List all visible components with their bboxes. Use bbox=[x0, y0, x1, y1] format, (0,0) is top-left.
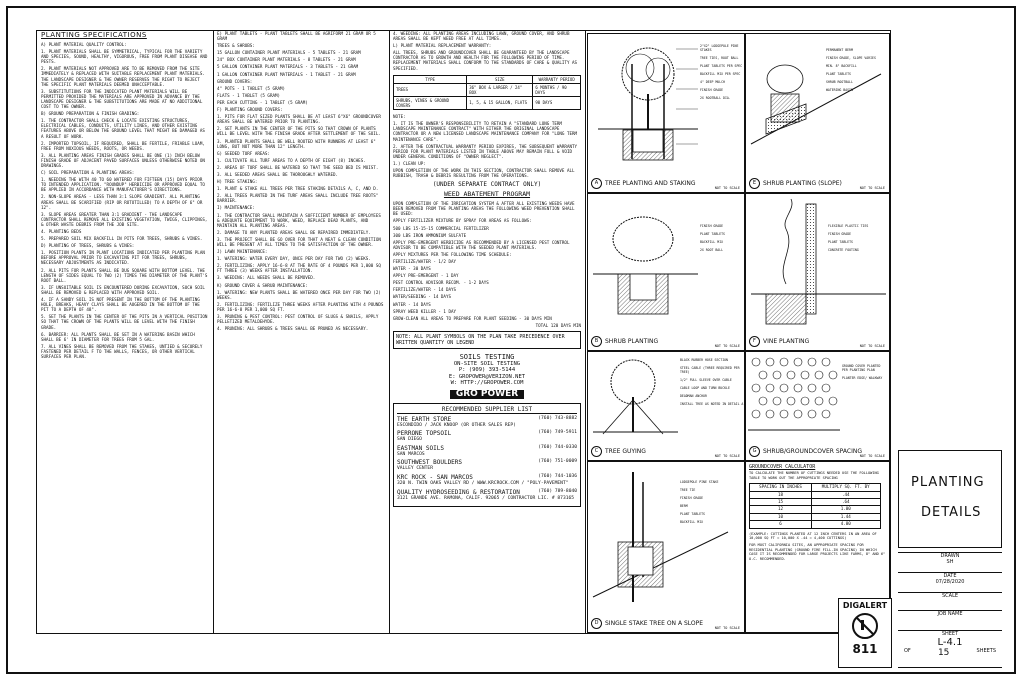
plant-spacing-symbol bbox=[752, 410, 760, 418]
detail-annotation: BERM bbox=[680, 504, 688, 508]
of-label: OF bbox=[904, 648, 911, 654]
supplier-phone: (760) 749-5911 bbox=[538, 430, 577, 436]
spec-column-3 bbox=[393, 31, 581, 633]
detail-annotation: WATERING BASIN bbox=[826, 88, 853, 92]
detail-a-label bbox=[591, 178, 696, 189]
detail-annotation: PLANT TABLETS bbox=[680, 512, 705, 516]
calc-header: MULTIPLY SQ. FT. BY bbox=[811, 484, 880, 491]
weed-paragraph: FERTILIZE/WATER - 14 DAYS bbox=[393, 287, 457, 293]
spec-paragraph: 1. WATERING: NEW PLANTS SHALL BE WATERED ONCE PER DAY FOR TWO (2) WEEKS. bbox=[217, 289, 381, 300]
calc-cell: 10 bbox=[750, 513, 812, 520]
detail-annotation: PLANT TABLETS PER SPEC bbox=[700, 64, 743, 68]
detail-c-label bbox=[591, 446, 646, 457]
spec-paragraph: 15 GALLON CONTAINER PLANT MATERIALS - 5 TABLETS - 21 GRAM bbox=[217, 50, 361, 56]
spec-paragraph: NOTE: bbox=[393, 114, 406, 120]
calc-note: FOR MOST CALIFORNIA SITES, AN APPROPRIATE SPACING FOR RESIDENTIAL PLANTING (GROUND FIRE FILL-IN SPACING) IN WHICH CASE IT IS RECOMMENDED FOR LARGE PROJECTS LIKE FARMS, 8" AND 6" O.C. RECOMMENDED. bbox=[749, 543, 886, 561]
plant-spacing-symbol bbox=[752, 384, 760, 392]
detail-annotation: FINISH GRADE bbox=[680, 496, 704, 500]
spec-paragraph: 3. SLOPE AREAS GREATER THAN 3:1 GRADIENT - THE LANDSCAPE CONTRACTOR SHALL REMOVE ALL EXISTING VEGETATION, TWIGS, CLIPPINGS, & OTHER WASTE DEBRIS FROM THE JOB SITE. bbox=[41, 211, 208, 227]
date-value: 07/28/2020 bbox=[935, 579, 965, 585]
weed-paragraph: PEST CONTROL ADVISOR RECOM. - 1-2 DAYS bbox=[393, 280, 489, 286]
detail-annotation: GROUND COVER PLANTED PER PLANTING PLAN bbox=[842, 364, 881, 372]
spec-paragraph: H) TREE STAKING: bbox=[217, 179, 258, 185]
detail-annotation: MIN. 8" BACKFILL bbox=[826, 64, 857, 68]
spec-paragraph: 1. THE CONTRACTOR SHALL CHECK & LOCATE EXISTING STRUCTURES, ELECTRICAL CABLES, CONDUITS, UTILITY LINES, AND OTHER EXISTING FEATURES ABOVE OR BELOW THE GROUND LEVEL THAT MIGHT BE DAMAGED AS A RESULT OF WORK. bbox=[41, 118, 205, 139]
spec-paragraph: 3. SUBSTITUTIONS FOR THE INDICATED PLANT MATERIALS WILL BE PERMITTED PROVIDED THE MATERIALS ARE APPROVED IN ADVANCE BY THE LANDSCAPE DESIGNER & THE SUBSTITUTIONS ARE MADE AT NO ADDITIONAL COST TO THE OWNER. bbox=[41, 88, 203, 110]
spec-paragraph: 2. DAMAGE TO ANY PLANTED AREAS SHALL BE REPAIRED IMMEDIATELY. bbox=[217, 229, 371, 235]
detail-letter: E bbox=[749, 178, 760, 189]
spec-paragraph: UPON COMPLETION OF THE WORK IN THIS SECTION, CONTRACTOR SHALL REMOVE ALL RUBBISH, TRASH & DEBRIS RESULTING FROM THE OPERATIONS. bbox=[393, 167, 575, 179]
spec-paragraph: 1. NEEDING THE WITH 40 TO 60 WATERED FOR FIFTEEN (15) DAYS PRIOR TO INTENDED APPLICATION. "ROUNDUP" HERBICIDE OR APPROVED EQUAL TO BE APPLIED IN ACCORDANCE WITH MANUFACTURER'S DIRECTIONS. bbox=[41, 177, 205, 193]
detail-b-notes bbox=[700, 224, 744, 256]
sheet-number: L-4.1 bbox=[937, 637, 963, 648]
detail-title: SINGLE STAKE TREE ON A SLOPE bbox=[605, 620, 704, 627]
calc-cell: 1.00 bbox=[811, 506, 880, 513]
calc-cell: .44 bbox=[811, 491, 880, 498]
soils-testing-block bbox=[393, 353, 581, 399]
sheet-count: 15 bbox=[937, 648, 950, 658]
spec-paragraph: 3. PLANTED PLANTS SHALL BE WELL ROOTED WITH RUNNERS AT LEAST 6" LONG, BUT NOT MORE THAN 12" LENGTH. bbox=[217, 138, 376, 149]
weed-paragraph: APPLY MIXTURES PER THE FOLLOWING TIME SCHEDULE: bbox=[393, 251, 512, 257]
shrub-planting-drawing bbox=[588, 194, 744, 334]
not-to-scale-label: NOT TO SCALE bbox=[714, 186, 740, 190]
spec-paragraph: 1. WATERING: WATER EVERY DAY, ONCE PER DAY FOR TWO (2) WEEKS. bbox=[217, 256, 371, 262]
soils-web: W: HTTP://GROPOWER.COM bbox=[450, 380, 524, 387]
spec-paragraph: 4. WEEDING: ALL PLANTING AREAS INCLUDING LAWN, GROUND COVER, AND SHRUB AREAS SHALL BE KEPT WEED FREE AT ALL TIMES. bbox=[393, 31, 570, 42]
detail-annotation: 2"X2" LODGEPOLE PINE STAKES bbox=[700, 44, 739, 52]
spec-paragraph: 1. PITS FOR FLAT SIZED PLANTS SHALL BE AT LEAST 6"X6" GROUNDCOVER AREAS SHALL BE WATERED PRIOR TO PLANTING. bbox=[217, 114, 381, 125]
detail-title: SHRUB/GROUNDCOVER SPACING bbox=[763, 448, 862, 455]
weed-paragraph: WATER/SEEDING - 14 DAYS bbox=[393, 294, 451, 300]
supplier-phone: (760) 789-8040 bbox=[538, 488, 577, 494]
detail-annotation: FINISH GRADE bbox=[700, 88, 724, 92]
supplier-item bbox=[397, 489, 577, 502]
plant-spacing-symbol bbox=[787, 397, 795, 405]
detail-annotation: BLACK RUBBER HOSE SECTION bbox=[680, 358, 728, 362]
supplier-name: PERRONE TOPSOIL bbox=[397, 430, 452, 438]
detail-annotation: BACKFILL MIX bbox=[680, 520, 704, 524]
weed-paragraph: APPLY PRE-EMERGENT - 1 DAY bbox=[393, 273, 459, 279]
detail-annotation: TREE TIES, ROOT BALL bbox=[700, 56, 739, 60]
spec-paragraph: 1 GALLON CONTAINER PLANT MATERIALS - 1 TABLET - 21 GRAM bbox=[217, 71, 356, 77]
warranty-cell: SHRUBS, VINES & GROUND COVERS bbox=[394, 96, 467, 109]
supplier-name: SOUTHWEST BOULDERS bbox=[397, 459, 463, 467]
plant-spacing-symbol bbox=[780, 410, 788, 418]
detail-d-label bbox=[591, 618, 703, 629]
spec-paragraph: 5 GALLON CONTAINER PLANT MATERIALS - 3 TABLETS - 21 GRAM bbox=[217, 64, 359, 70]
spec-paragraph: TREES & SHRUBS: bbox=[217, 43, 255, 49]
spec-paragraph: 3. PRUNING & PEST CONTROL: PEST CONTROL OF SLUGS & SNAILS, APPLY PELLETIZED METALDEHYDE. bbox=[217, 314, 379, 325]
spec-paragraph: A) PLANT MATERIAL QUALITY CONTROL: bbox=[41, 42, 127, 47]
plan-precedence-note: NOTE: ALL PLANT SYMBOLS ON THE PLAN TAKE PRECEDENCE OVER WRITTEN QUANTITY ON LEGEND bbox=[393, 331, 581, 349]
sheet-title-box bbox=[898, 450, 1002, 548]
spec-paragraph: 3. THE PROJECT SHALL BE GO OVER FOR THAT A NEAT & CLEAN CONDITION WILL BE PRESENT AT ALL TIMES TO THE SATISFACTION OF THE OWNER. bbox=[217, 236, 381, 247]
plant-spacing-symbol bbox=[752, 358, 760, 366]
spec-paragraph: 2. ALL TREES PLANTED IN THE TURF AREAS SHALL INCLUDE TREE ROOTS" BARRIER. bbox=[217, 193, 379, 204]
plant-spacing-symbol bbox=[822, 410, 830, 418]
detail-b-shrub-planting bbox=[587, 193, 745, 351]
weed-paragraph: WATER - 30 DAYS bbox=[393, 266, 431, 272]
supplier-detail: VALLEY CENTER bbox=[397, 466, 433, 472]
not-to-scale-label: NOT TO SCALE bbox=[714, 344, 740, 348]
drawn-label: DRAWN bbox=[940, 553, 960, 559]
detail-annotation: 1/2" FULL SLEEVE OVER CABLE bbox=[680, 378, 732, 382]
spec-paragraph: ALL TREES, SHRUBS AND GROUNDCOVER SHALL BE GUARANTEED BY THE LANDSCAPE CONTRACTOR AS TO GROWTH AND HEALTH FOR THE FOLLOWING PERIOD OF TIME. REPLACEMENT MATERIALS SHALL CONFORM TO THE STANDARDS OF CARE & QUALITY AS SPECIFIED. bbox=[393, 50, 578, 71]
plant-spacing-symbol bbox=[773, 371, 781, 379]
weed-paragraph: APPLY PRE-EMERGENT HERBICIDE AS RECOMMENDED BY A LICENSED PEST CONTROL ADVISOR TO BE COMPATIBLE WITH THE SEEDED PLANT MATERIALS. bbox=[393, 239, 570, 250]
not-to-scale-label: NOT TO SCALE bbox=[714, 626, 740, 630]
supplier-detail: SAN DIEGO bbox=[397, 437, 422, 443]
plant-spacing-symbol bbox=[808, 358, 816, 366]
spec-paragraph: 1. IT IS THE OWNER'S RESPONSIBILITY TO RETAIN A "STANDARD LONG TERM LANDSCAPE MAINTENANCE CONTRACT" WITH EITHER THE ORIGINAL LANDSCAPE CONTRACTOR OR A NEW LICENSED LANDSCAPE MAINTENANCE COMPANY FOR "LONG TERM MAINTENANCE CARE". bbox=[393, 121, 578, 142]
detail-b-label bbox=[591, 336, 658, 347]
not-to-scale-label: NOT TO SCALE bbox=[714, 454, 740, 458]
drawn-row bbox=[898, 552, 1002, 573]
spec-paragraph: D) PLANTING OF TREES, SHRUBS & VINES: bbox=[41, 243, 135, 249]
supplier-title: RECOMMENDED SUPPLIER LIST bbox=[397, 407, 577, 414]
plant-spacing-symbol bbox=[801, 371, 809, 379]
no-digging-icon bbox=[850, 611, 880, 641]
calc-cell: .64 bbox=[811, 499, 880, 506]
detail-title: SHRUB PLANTING bbox=[605, 338, 659, 345]
spec-paragraph: 3. IF UNSUITABLE SOIL IS ENCOUNTERED DURING EXCAVATION, SUCH SOIL SHALL BE REMOVED & REPLACED WITH APPROVED SOIL. bbox=[41, 284, 205, 295]
supplier-item bbox=[397, 459, 577, 472]
warranty-header: SIZE bbox=[467, 75, 533, 83]
spec-paragraph: C) SOIL PREPARATION & PLANTING AREAS: bbox=[41, 170, 135, 176]
spec-paragraph: 5. SET THE PLANTS IN THE CENTER OF THE PITS IN A VERTICAL POSITION SO THAT THE CROWN OF THE PLANTS WILL BE LEVEL WITH THE FINISH GRADE. bbox=[41, 314, 208, 330]
spec-paragraph: GROUND COVERS: bbox=[217, 78, 253, 84]
spec-paragraph: J) LAWN MAINTENANCE: bbox=[217, 249, 268, 255]
detail-annotation: PLANT TABLETS bbox=[826, 72, 851, 76]
weed-paragraph: FERTILIZE/WATER - 1/2 DAY bbox=[393, 259, 457, 264]
soils-email: E: GROPOWER@VERIZON.NET bbox=[448, 373, 526, 380]
not-to-scale-label: NOT TO SCALE bbox=[859, 186, 885, 190]
plant-spacing-symbol bbox=[822, 358, 830, 366]
detail-annotation: STEEL CABLE (THREE REQUIRED PER TREE) bbox=[680, 366, 740, 374]
spec-paragraph: 2. PLANT MATERIALS NOT APPROVED ARE TO BE REMOVED FROM THE SITE IMMEDIATELY & REPLACED WITH SUITABLE REPLACEMENT PLANT MATERIALS. THE LANDSCAPE DESIGNER & THE OWNER RESERVES THE RIGHT TO REJECT THE SPECIFIC PLANT MATERIALS DEEMED UNACCEPTABLE. bbox=[41, 66, 205, 87]
weed-abatement-title: WEED ABATEMENT PROGRAM bbox=[443, 190, 531, 199]
job-label: JOB NAME bbox=[937, 611, 963, 617]
detail-letter: G bbox=[749, 446, 760, 457]
detail-e-shrub-slope bbox=[745, 33, 890, 193]
spec-column-2 bbox=[217, 31, 385, 633]
detail-annotation: DEADMAN ANCHOR bbox=[680, 394, 707, 398]
spec-paragraph: 1. CULTIVATE ALL TURF AREAS TO A DEPTH OF EIGHT (8) INCHES. bbox=[217, 157, 366, 163]
sheet-title-line2: DETAILS bbox=[921, 505, 982, 520]
detail-f-notes bbox=[828, 224, 888, 256]
supplier-list bbox=[393, 403, 581, 507]
scale-row bbox=[898, 592, 1002, 611]
spec-paragraph: 4. IF A SANDY SOIL IS NOT PRESENT IN THE BOTTOM OF THE PLANTING HOLE, BREAKS, HEAVY CLAYS SHALL BE AUGERED IN THE BOTTOM OF THE PIT TO A DEPTH OF 48". bbox=[41, 297, 200, 313]
sheet-row bbox=[898, 630, 1002, 668]
detail-annotation: FINISH GRADE bbox=[828, 232, 852, 236]
detail-title: TREE PLANTING AND STAKING bbox=[605, 180, 696, 187]
spec-paragraph: 1. POSITION PLANTS IN PLANT LOCATIONS INDICATED PER PLANTING PLAN BEFORE APPROVAL PRIOR TO EXCAVATING PIT FOR TREES, SHRUBS, NECESSARY ADJUSTMENTS AS INDICATED. bbox=[41, 250, 205, 266]
warranty-table bbox=[393, 75, 581, 110]
warranty-cell: 1, 5, & 15 GALLON, FLATS bbox=[467, 96, 533, 109]
plant-spacing-symbol bbox=[794, 384, 802, 392]
plant-spacing-symbol bbox=[829, 397, 837, 405]
spec-paragraph: 5. PREPARED SOIL MIX BACKFILL IN PITS FOR TREES, SHRUBS & VINES. bbox=[41, 236, 203, 242]
supplier-detail: ESCONDIDO / JACK KNOOP (OR OTHER SALES REP) bbox=[397, 422, 516, 428]
spec-column-1 bbox=[41, 31, 209, 633]
weed-paragraph: GROW-CLEAN ALL AREAS TO PREPARE FOR PLANT SEEDING - 30 DAYS MIN bbox=[393, 315, 552, 321]
detail-c-tree-guying bbox=[587, 351, 745, 461]
sheets-label: SHEETS bbox=[976, 648, 996, 654]
digalert-text: DIGALERT bbox=[842, 601, 888, 610]
detail-letter: A bbox=[591, 178, 602, 189]
drawing-area bbox=[36, 30, 891, 634]
spec-paragraph: 2. FERTILIZING: FERTILIZE THREE WEEKS AFTER PLANTING WITH 4 POUNDS PER 16-6-8 PER 1,000 SQ FT. bbox=[217, 301, 384, 312]
sheet-label: SHEET bbox=[941, 631, 959, 637]
spec-paragraph: 1. PLANT MATERIALS SHALL BE SYMMETRICAL, TYPICAL FOR THE VARIETY AND SPECIES, SOUND, HEALTHY, VIGOROUS, FREE FROM PLANT DISEASE AND PESTS. bbox=[41, 49, 208, 65]
detail-letter: F bbox=[749, 336, 760, 347]
detail-e-label bbox=[749, 178, 842, 189]
detail-annotation: FLEXIBLE PLASTIC TIES bbox=[828, 224, 869, 228]
warranty-cell: 36" BOX & LARGER / 24" BOX bbox=[467, 83, 533, 96]
supplier-detail: 3121 GRANDE AVE. RAMONA, CALIF. 92065 / CONTRACTOR LIC. # 873165 bbox=[397, 495, 575, 501]
detail-e-notes bbox=[826, 48, 888, 96]
detail-letter: D bbox=[591, 618, 602, 629]
spec-paragraph: 2. NON-SLOPE AREAS - LESS THAN 3:1 SLOPE GRADIENT. ALL PLANTING AREAS SHALL BE SCARIFIED (RIP OR ROTOTILLED) TO A DEPTH OF 6" OR 12". bbox=[41, 194, 203, 210]
warranty-cell: 6 MONTHS / 90 DAYS bbox=[533, 83, 581, 96]
plant-spacing-symbol bbox=[815, 371, 823, 379]
supplier-item bbox=[397, 430, 577, 443]
weed-total: TOTAL 120 DAYS MIN bbox=[535, 322, 581, 328]
plant-spacing-symbol bbox=[822, 384, 830, 392]
plant-spacing-symbol bbox=[773, 397, 781, 405]
calc-header: SPACING IN INCHES bbox=[750, 484, 812, 491]
detail-g-notes bbox=[842, 364, 888, 384]
warranty-cell: TREES bbox=[394, 83, 467, 96]
detail-letter: C bbox=[591, 446, 602, 457]
column-divider bbox=[389, 31, 390, 633]
spec-paragraph: B) GROUND PREPARATION & FINISH GRADING: bbox=[41, 111, 140, 117]
spec-paragraph: 7. ALL VINES SHALL BE REMOVED FROM THE STAKES, UNTIED & SECURELY FASTENED PER DETAIL F TO THE WALLS, FENCES, OR OTHER VERTICAL SURFACES PER PLAN. bbox=[41, 343, 203, 359]
soils-sub: ON-SITE SOIL TESTING bbox=[453, 360, 521, 367]
spec-paragraph: 2. IMPORTED TOPSOIL, IF REQUIRED, SHALL BE FERTILE, FRIABLE LOAM, FREE FROM NOXIOUS WEEDS, ROOTS, OR WEEDS. bbox=[41, 140, 205, 151]
detail-annotation: PLANT TABLETS bbox=[700, 232, 725, 236]
spec-paragraph: F) PLANTING GROUND COVERS: bbox=[217, 107, 283, 113]
plant-spacing-symbol bbox=[780, 384, 788, 392]
calc-table bbox=[749, 483, 881, 528]
plant-spacing-symbol bbox=[801, 397, 809, 405]
calc-title: GROUNDCOVER CALCULATOR bbox=[749, 464, 816, 470]
spec-paragraph: 3. ALL PLANTING AREAS FINISH GRADES SHALL BE ONE (1) INCH BELOW FINISH GRADE OF ADJACENT PAVED SURFACES UNLESS OTHERWISE NOTED ON DRAWINGS. bbox=[41, 152, 205, 168]
detail-annotation: 2X ROOT BALL bbox=[700, 248, 724, 252]
spec-paragraph: K) GROUND COVER & SHRUB MAINTENANCE: bbox=[217, 282, 308, 288]
calc-cell: 6 bbox=[750, 521, 812, 528]
detail-annotation: BACKFILL MIX bbox=[700, 240, 724, 244]
supplier-detail: SAN MARCOS bbox=[397, 451, 425, 457]
plant-spacing-symbol bbox=[759, 397, 767, 405]
plant-spacing-symbol bbox=[766, 410, 774, 418]
detail-annotation: TREE TIE bbox=[680, 488, 696, 492]
detail-annotation: CONCRETE FOOTING bbox=[828, 248, 859, 252]
spec-paragraph: 3. WEEDING: ALL WEEDS SHALL BE REMOVED. bbox=[217, 275, 316, 281]
detail-f-label bbox=[749, 336, 809, 347]
detail-annotation: PLANT TABLETS bbox=[828, 240, 853, 244]
detail-annotation: PLANTER EDGE/ WALKWAY bbox=[842, 376, 883, 380]
detail-g-label bbox=[749, 446, 862, 457]
detail-annotation: INSTALL TREE AS NOTED IN DETAIL A bbox=[680, 402, 744, 406]
plant-spacing-symbol bbox=[808, 410, 816, 418]
soils-title: SOILS TESTING bbox=[459, 352, 515, 361]
spec-paragraph: 2. FERTILIZING: APPLY 16-6-8 AT THE RATE OF 4 POUNDS PER 1,000 SQ FT THREE (3) WEEKS AFTER INSTALLATION. bbox=[217, 263, 381, 274]
plant-spacing-symbol bbox=[808, 384, 816, 392]
supplier-name: QUALITY HYDROSEEDING & RESTORATION bbox=[397, 488, 520, 496]
weed-paragraph: 500 LBS 15-15-15 COMMERCIAL FERTILIZER bbox=[393, 225, 489, 231]
warranty-header: WARRANTY PERIOD bbox=[533, 75, 581, 83]
detail-annotation: BACKFILL MIX PER SPEC bbox=[700, 72, 741, 76]
detail-title: VINE PLANTING bbox=[763, 338, 810, 345]
spec-paragraph: 4" POTS - 1 TABLET (5 GRAM) bbox=[217, 85, 286, 91]
detail-f-vine-planting bbox=[745, 193, 890, 351]
plant-spacing-symbol bbox=[815, 397, 823, 405]
detail-c-notes bbox=[680, 358, 744, 410]
spec-heading: PLANTING SPECIFICATIONS bbox=[41, 31, 147, 39]
calc-intro: TO CALCULATE THE NUMBER OF CUTTINGS NEEDED USE THE FOLLOWING TABLE TO WORK OUT THE APPROPRIATE SPACING bbox=[749, 471, 879, 480]
weed-paragraph: SPRAY WEED KILLER - 1 DAY bbox=[393, 308, 457, 314]
date-row bbox=[898, 572, 1002, 593]
supplier-item bbox=[397, 474, 577, 487]
spec-paragraph: 24" BOX CONTAINER PLANT MATERIALS - 8 TABLETS - 21 GRAM bbox=[217, 57, 356, 63]
detail-a-notes bbox=[700, 44, 744, 104]
detail-annotation: 4" DEEP MULCH bbox=[700, 80, 725, 84]
weed-paragraph: UPON COMPLETION OF THE IRRIGATION SYSTEM & AFTER ALL EXISTING WEEDS HAVE BEEN REMOVED FROM THE PLANTING AREAS THE FOLLOWING WEED PREVENTION SHALL BE USED: bbox=[393, 201, 575, 217]
detail-annotation: SHRUB ROOTBALL bbox=[826, 80, 853, 84]
spec-paragraph: 1. PLANT & STAKE ALL TREES PER TREE STAKING DETAILS A, C, AND D. bbox=[217, 186, 379, 192]
supplier-phone: (760) 744-1036 bbox=[538, 474, 577, 479]
soils-phone: P: (909) 393-5144 bbox=[458, 367, 516, 374]
supplier-item bbox=[397, 416, 577, 429]
gro-power-logo: GRO POWER bbox=[450, 390, 524, 399]
digalert-number: 811 bbox=[852, 642, 878, 656]
plant-spacing-symbol bbox=[829, 371, 837, 379]
not-to-scale-label: NOT TO SCALE bbox=[859, 344, 885, 348]
spec-paragraph: 2. AREAS OF TURF SHALL BE WATERED SO THAT THE SEED BED IS MOIST. bbox=[217, 164, 379, 170]
column-divider bbox=[585, 31, 586, 633]
weed-paragraph: WATER - 14 DAYS bbox=[393, 301, 431, 307]
spec-paragraph: L) PLANT MATERIAL REPLACEMENT WARRANTY: bbox=[393, 43, 492, 49]
detail-title: TREE GUYING bbox=[605, 448, 646, 455]
spec-paragraph: 1. THE CONTRACTOR SHALL MAINTAIN A SUFFICIENT NUMBER OF EMPLOYEES & ADEQUATE EQUIPMENT TO WORK, WEED, REPLACE DEAD PLANTS, AND MAINTAIN ALL PLANTING AREAS. bbox=[217, 212, 381, 228]
plant-spacing-symbol bbox=[794, 358, 802, 366]
spec-paragraph: 4. PRUNING: ALL SHRUBS & TREES SHALL BE PRUNED AS NECESSARY. bbox=[217, 326, 369, 332]
detail-d-notes bbox=[680, 480, 744, 528]
detail-letter: B bbox=[591, 336, 602, 347]
detail-annotation: CABLE LOOP AND TURN BUCKLE bbox=[680, 386, 730, 390]
spec-paragraph: 3. ALL SEEDED AREAS SHALL BE THOROUGHLY WATERED. bbox=[217, 171, 339, 177]
calc-cell: 18 bbox=[750, 491, 812, 498]
spec-paragraph: I) MAINTENANCE: bbox=[217, 205, 255, 211]
spec-paragraph: 1.) CLEAN UP: bbox=[393, 160, 426, 166]
under-separate-contract: (UNDER SEPARATE CONTRACT ONLY) bbox=[432, 181, 542, 189]
spec-paragraph: PER EACH CUTTING - 1 TABLET (5 GRAM) bbox=[217, 99, 308, 105]
weed-paragraph: APPLY FERTILIZER MIXTURE BY SPRAY FOR AREAS AS FOLLOWS: bbox=[393, 218, 532, 224]
detail-g-groundcover-spacing bbox=[745, 351, 890, 461]
spec-paragraph: G) SEEDED TURF AREAS: bbox=[217, 150, 270, 156]
not-to-scale-label: NOT TO SCALE bbox=[859, 454, 885, 458]
supplier-name: THE EARTH STORE bbox=[397, 415, 452, 423]
detail-annotation: FINISH GRADE bbox=[700, 224, 724, 228]
detail-annotation: LODGEPOLE PINE STAKE bbox=[680, 480, 719, 484]
supplier-phone: (760) 744-0330 bbox=[538, 444, 577, 450]
calc-cell: 4.00 bbox=[811, 521, 880, 528]
detail-annotation: FINISH GRADE, SLOPE VARIES bbox=[826, 56, 876, 60]
detail-a-tree-planting bbox=[587, 33, 745, 193]
calc-example: (EXAMPLE: CUTTINGS PLANTED AT 12 INCH CENTERS IN AN AREA OF 10,000 SQ FT = 10,000 X .44 = 4,400 CUTTINGS) bbox=[749, 531, 877, 541]
plant-spacing-symbol bbox=[766, 384, 774, 392]
job-row bbox=[898, 610, 1002, 631]
supplier-detail: 320 N. TWIN OAKS VALLEY RD / WWW.KRCROCK.COM / "POLY-PAVEMENT" bbox=[397, 481, 569, 486]
scale-label: SCALE bbox=[941, 593, 959, 599]
spec-paragraph: FLATS - 1 TABLET (5 GRAM) bbox=[217, 92, 281, 98]
vine-planting-drawing bbox=[746, 194, 889, 334]
spec-paragraph: 2. AFTER THE CONTRACTUAL WARRANTY PERIOD EXPIRES, THE SUBSEQUENT WARRANTY PERIOD FOR PLANT MATERIALS LISTED IN TABLE ABOVE MAY REMAIN FULL & VOID UNDER GENERAL CONDITIONS OF "OWNER NEGLECT". bbox=[393, 143, 578, 159]
plant-spacing-symbol bbox=[794, 410, 802, 418]
calc-cell: 12 bbox=[750, 506, 812, 513]
column-divider bbox=[213, 31, 214, 633]
supplier-phone: (760) 743-8882 bbox=[538, 415, 577, 421]
plant-spacing-symbol bbox=[780, 358, 788, 366]
spec-paragraph: 2. SET PLANTS IN THE CENTER OF THE PITS SO THAT CROWN OF PLANTS WILL BE LEVEL WITH THE FINISH GRADE AFTER SETTLEMENT OF THE SOIL. bbox=[217, 126, 381, 137]
warranty-header: TYPE bbox=[394, 75, 467, 83]
drawn-value: SH bbox=[946, 559, 954, 565]
calc-cell: 1.44 bbox=[811, 513, 880, 520]
plant-spacing-symbol bbox=[759, 371, 767, 379]
plant-spacing-symbol bbox=[787, 371, 795, 379]
detail-annotation: 2X ROOTBALL DIA. bbox=[700, 96, 731, 100]
supplier-item bbox=[397, 445, 577, 458]
detail-title: SHRUB PLANTING (SLOPE) bbox=[763, 180, 842, 187]
detail-d-single-stake-slope bbox=[587, 461, 745, 633]
supplier-name: KRC ROCK - SAN MARCOS bbox=[397, 474, 473, 481]
detail-annotation: PERMANENT BERM bbox=[826, 48, 853, 52]
plant-spacing-symbol bbox=[766, 358, 774, 366]
calc-cell: 15 bbox=[750, 499, 812, 506]
digalert-logo bbox=[838, 598, 892, 668]
supplier-phone: (760) 751-0009 bbox=[538, 459, 577, 465]
spec-paragraph: 6. BARRIER: ALL PLANTS SHALL BE SET IN A WATERING BASIN WHICH SHALL BE 6' IN DIAMETER FOR TREES FROM 5 GAL. bbox=[41, 331, 195, 342]
title-block bbox=[896, 30, 1008, 668]
spec-paragraph: E) PLANT TABLETS - PLANT TABLETS SHALL BE AGRIFORM 21 GRAM OR 5 GRAM bbox=[217, 31, 376, 42]
spec-paragraph: 2. ALL PITS FOR PLANTS SHALL BE DUG SQUARE WITH BOTTOM LEVEL. THE LENGTH OF SIDES EQUAL TO TWO (2) TIMES THE DIAMETER OF THE PLANT'S ROOT BALL. bbox=[41, 267, 208, 283]
warranty-cell: 90 DAYS bbox=[533, 96, 581, 109]
spec-paragraph: 4. PLANTING BEDS bbox=[41, 229, 82, 234]
date-label: DATE bbox=[943, 573, 957, 579]
supplier-name: EASTMAN SOILS bbox=[397, 444, 444, 452]
sheet-title-line1: PLANTING bbox=[911, 475, 985, 490]
weed-paragraph: 300 LBS IRON AMMONIUM SULFATE bbox=[393, 232, 467, 238]
